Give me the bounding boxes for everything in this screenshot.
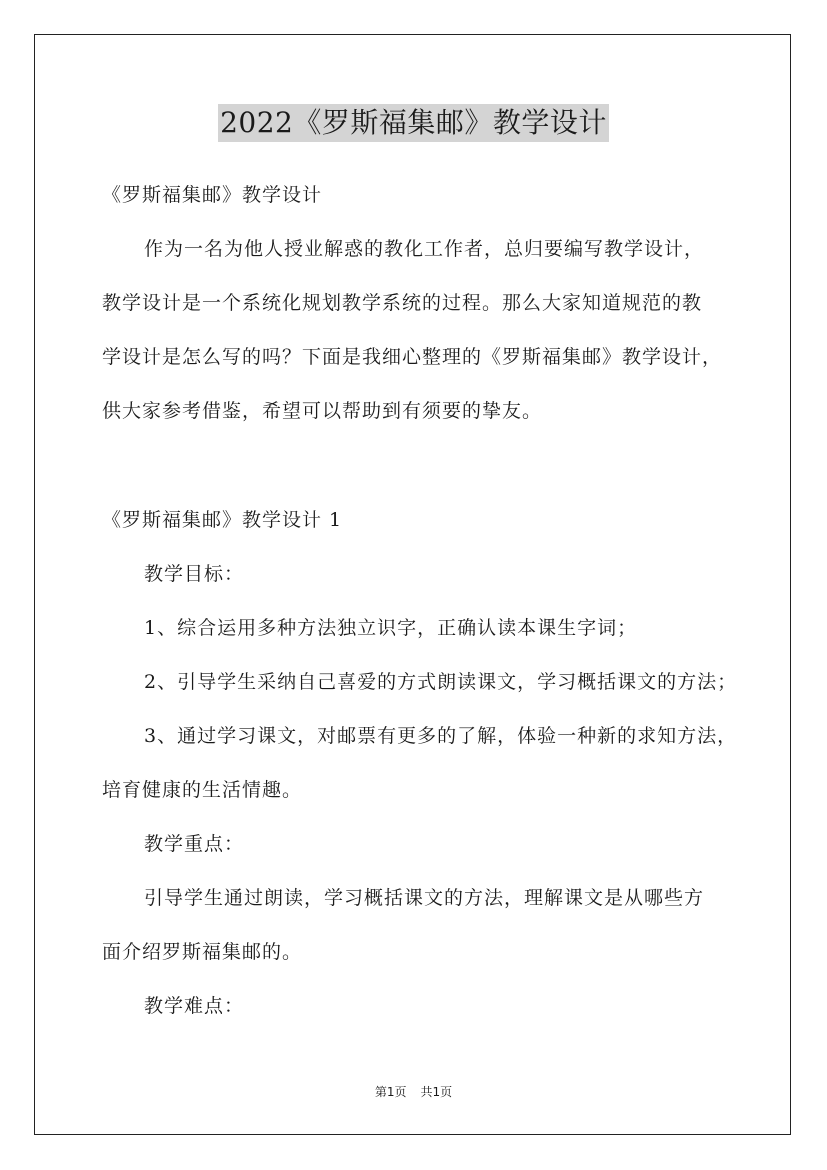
document-title: 2022《罗斯福集邮》教学设计 (218, 104, 609, 142)
goal-item: 3、通过学习课文，对邮票有更多的了解，体验一种新的求知方法， (144, 725, 738, 747)
label-teaching-goals: 教学目标： (144, 563, 245, 585)
goal-item: 1、综合运用多种方法独立识字，正确认读本课生字词； (144, 617, 638, 639)
section-heading: 《罗斯福集邮》教学设计 1 (102, 509, 343, 531)
label-difficulties: 教学难点： (144, 995, 245, 1017)
paragraph-line: 教学设计是一个系统化规划教学系统的过程。那么大家知道规范的教 (102, 292, 703, 314)
page-total: 共1页 (420, 1085, 453, 1099)
paragraph-line: 学设计是怎么写的吗？下面是我细心整理的《罗斯福集邮》教学设计， (102, 346, 723, 368)
key-point-text: 面介绍罗斯福集邮的。 (102, 941, 303, 963)
paragraph-line: 供大家参考借鉴，希望可以帮助到有须要的挚友。 (102, 400, 543, 422)
goal-item: 2、引导学生采纳自己喜爱的方式朗读课文，学习概括课文的方法； (144, 671, 738, 693)
page-number: 第1页 (374, 1085, 407, 1099)
title-container (0, 104, 827, 142)
subtitle: 《罗斯福集邮》教学设计 (102, 184, 323, 206)
goal-item-continued: 培育健康的生活情趣。 (102, 779, 303, 801)
page-footer (0, 1084, 827, 1100)
label-key-points: 教学重点： (144, 833, 245, 855)
key-point-text: 引导学生通过朗读，学习概括课文的方法，理解课文是从哪些方 (144, 887, 705, 909)
paragraph-line: 作为一名为他人授业解惑的教化工作者，总归要编写教学设计， (144, 238, 705, 260)
